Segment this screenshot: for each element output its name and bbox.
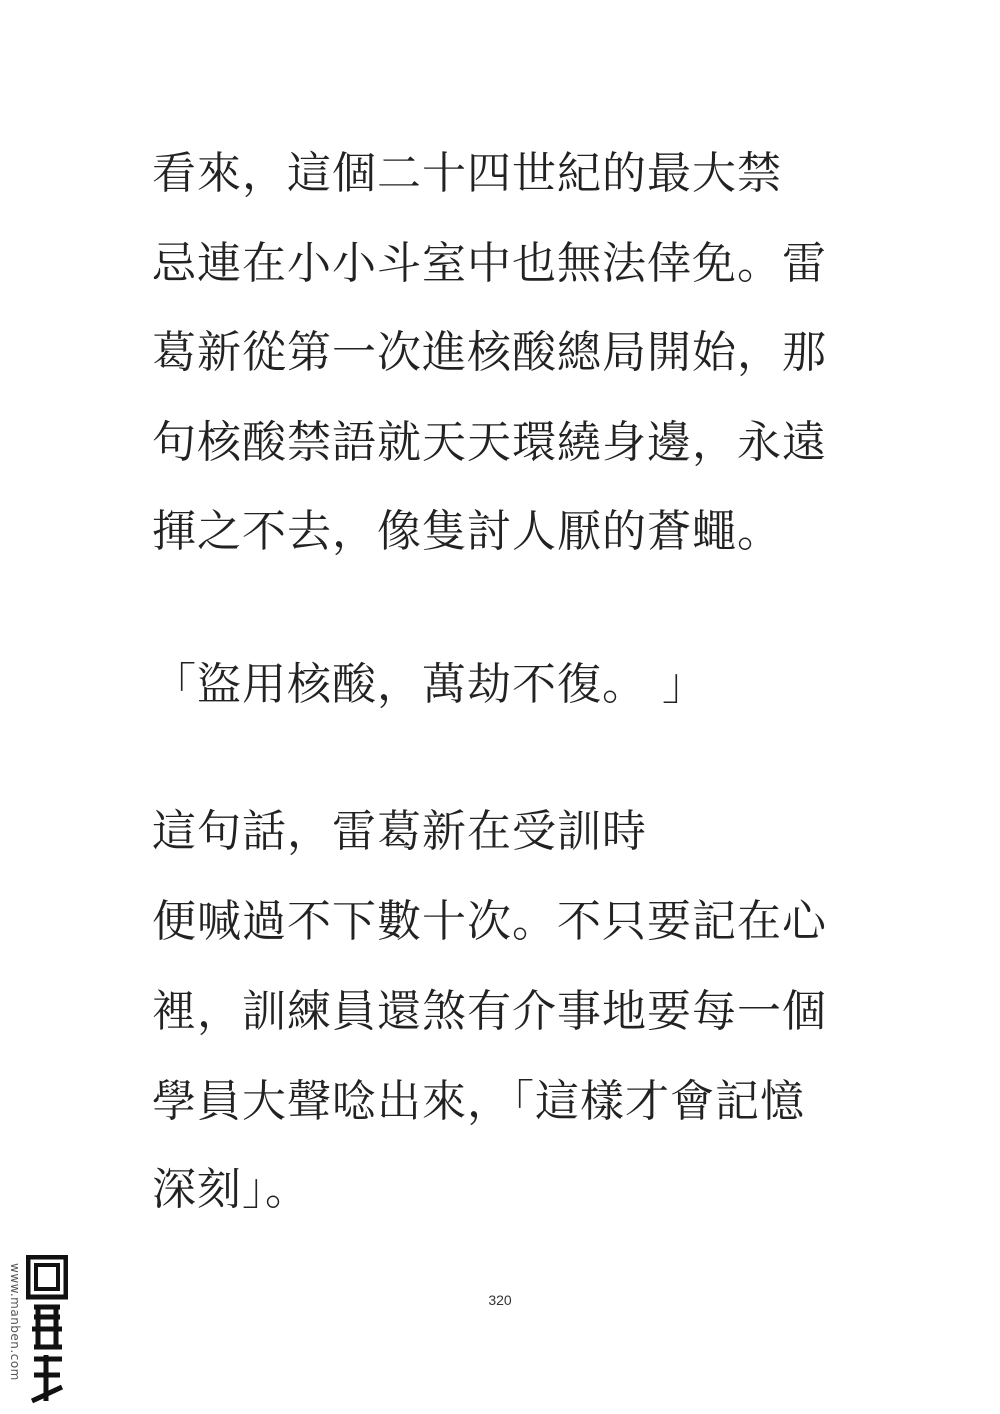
paragraph-2-line-1: 「盜用核酸，萬劫不復。 」 <box>152 659 707 710</box>
paragraph-3-line-5: 深刻」。 <box>152 1164 310 1215</box>
paragraph-3-line-4: 學員大聲唸出來，「這樣才會記憶 <box>152 1076 805 1127</box>
paragraph-3-line-3: 裡，訓練員還煞有介事地要每一個 <box>152 986 827 1037</box>
watermark <box>8 1255 68 1405</box>
paragraph-3-line-1: 這句話，雷葛新在受訓時 <box>152 806 647 857</box>
paragraph-1-line-4: 句核酸禁語就天天環繞身邊，永遠 <box>152 417 827 468</box>
page-number: 320 <box>488 1292 512 1308</box>
paragraph-1-line-2: 忌連在小小斗室中也無法倖免。雷 <box>152 238 827 289</box>
paragraph-1-line-5: 揮之不去，像隻討人厭的蒼蠅。 <box>152 506 782 557</box>
watermark-logo-icon <box>26 1255 68 1405</box>
watermark-url: www.manben.com <box>8 1263 22 1381</box>
paragraph-1-line-1: 看來，這個二十四世紀的最大禁 <box>152 148 782 199</box>
paragraph-1-line-3: 葛新從第一次進核酸總局開始，那 <box>152 327 827 378</box>
paragraph-3-line-2: 便喊過不下數十次。不只要記在心 <box>152 896 827 947</box>
